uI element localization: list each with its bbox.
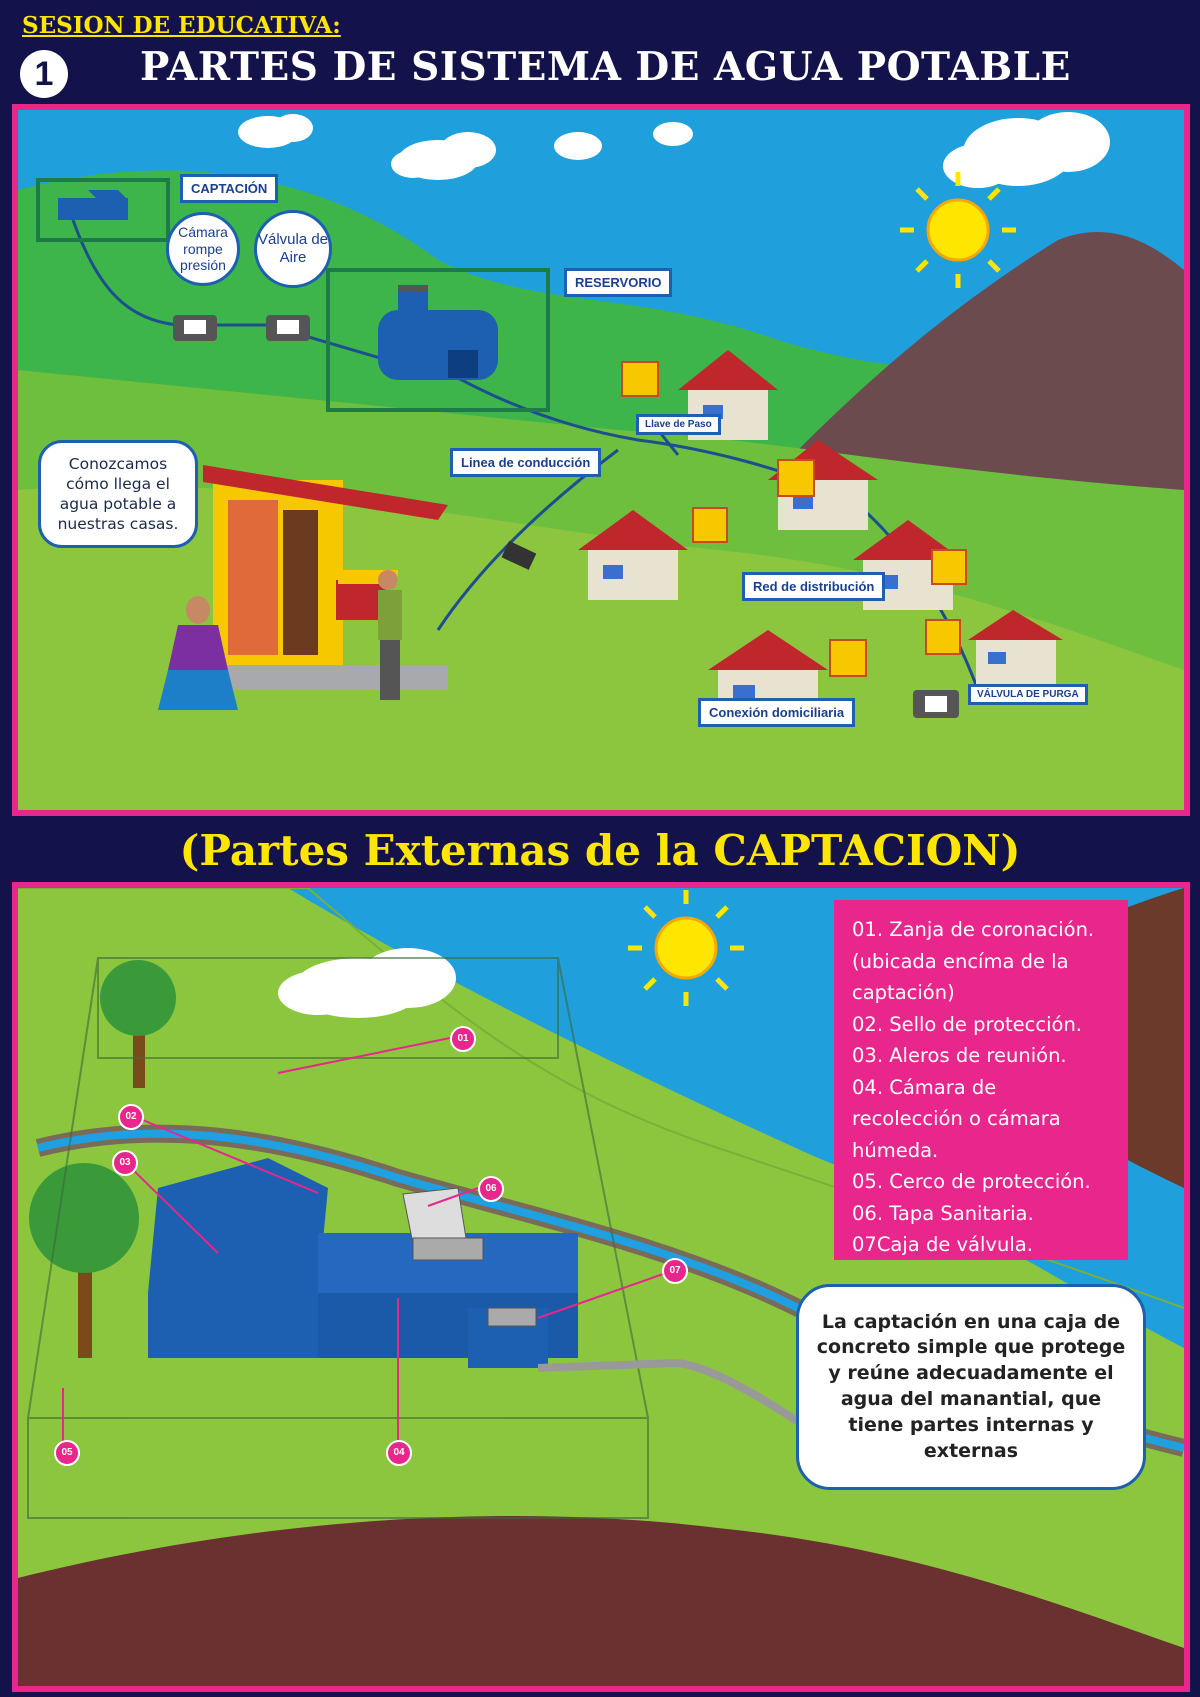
legend-item: 02. Sello de protección. — [852, 1012, 1083, 1036]
speech-bubble-intro: Conozcamos cómo llega el agua potable a nuestras casas. — [38, 440, 198, 548]
legend-item: 06. Tapa Sanitaria. — [852, 1201, 1034, 1225]
session-number-badge: 1 — [20, 50, 68, 98]
legend-item: 07Caja de válvula. — [852, 1233, 1033, 1256]
legend-item: 05. Cerco de protección. — [852, 1170, 1091, 1193]
marker-01: 01 — [450, 1026, 476, 1052]
marker-05: 05 — [54, 1440, 80, 1466]
label-linea-de-conduccion: Linea de conducción — [450, 448, 601, 477]
label-valvula-de-purga: VÁLVULA DE PURGA — [968, 684, 1088, 705]
marker-04: 04 — [386, 1440, 412, 1466]
legend-item: 04. Cámara de recolección o cámara húmeda. — [852, 1075, 1061, 1162]
session-kicker: SESION DE EDUCATIVA: — [22, 12, 341, 39]
label-llave-de-paso: Llave de Paso — [636, 414, 721, 435]
label-reservorio: RESERVORIO — [564, 268, 672, 297]
bubble-valvula-aire: Válvula de Aire — [254, 210, 332, 288]
speech-bubble-captacion: La captación en una caja de concreto simple que protege y reúne adecuadamente el agua del manantial, que tiene partes internas y externas — [796, 1284, 1146, 1490]
marker-06: 06 — [478, 1176, 504, 1202]
label-captacion: CAPTACIÓN — [180, 174, 278, 203]
marker-03: 03 — [112, 1150, 138, 1176]
page-title: PARTES DE SISTEMA DE AGUA POTABLE — [140, 44, 1071, 90]
legend-item: 03. Aleros de reunión. — [852, 1044, 1067, 1067]
label-conexion-domiciliaria: Conexión domiciliaria — [698, 698, 855, 727]
section-subtitle: (Partes Externas de la CAPTACION) — [179, 826, 1021, 875]
legend-item: 01. Zanja de coronación. (ubicada encíma de la captación) — [852, 918, 1095, 1004]
marker-07: 07 — [662, 1258, 688, 1284]
label-red-de-distribucion: Red de distribución — [742, 572, 885, 601]
water-system-panel — [12, 104, 1190, 816]
captacion-legend — [834, 900, 1128, 1260]
marker-02: 02 — [118, 1104, 144, 1130]
bubble-camara-rompe-presion: Cámara rompe presión — [166, 212, 240, 286]
